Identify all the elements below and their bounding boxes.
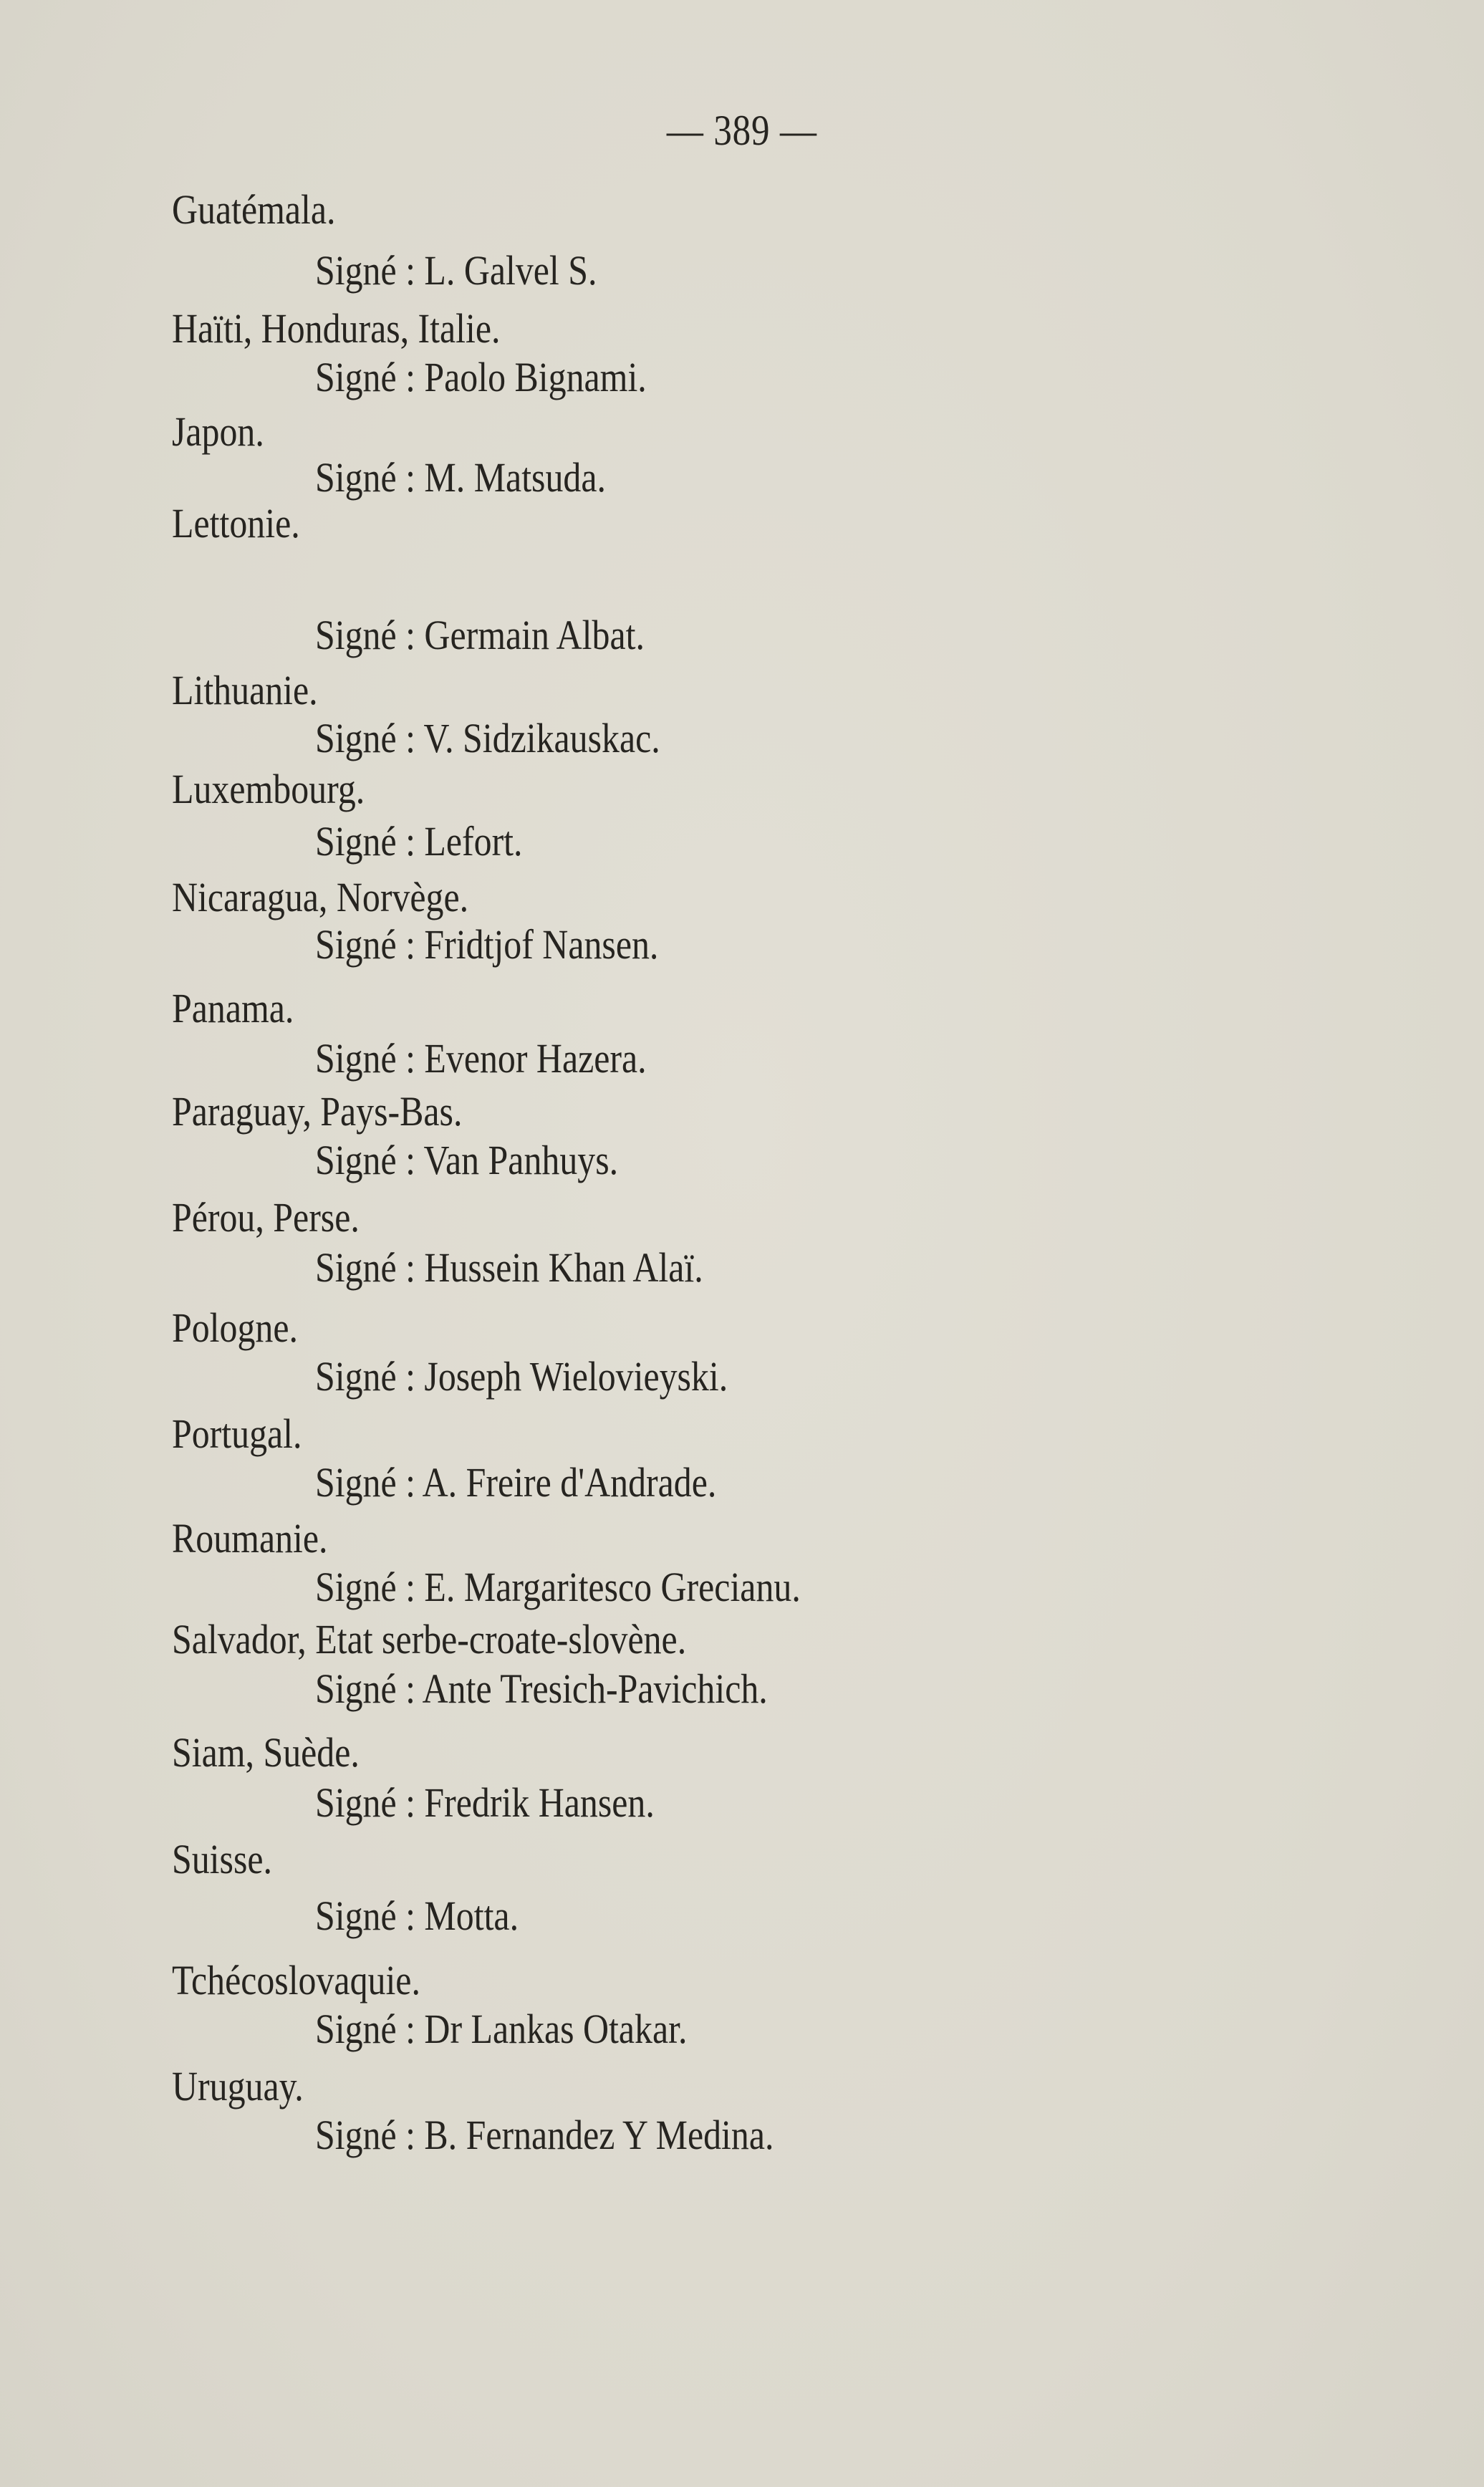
country-line: Uruguay.	[172, 2063, 304, 2110]
signature-line: Signé : L. Galvel S.	[315, 247, 597, 294]
country-line: Salvador, Etat serbe-croate-slovène.	[172, 1616, 687, 1663]
country-line: Lithuanie.	[172, 667, 318, 713]
country-line: Guatémala.	[172, 186, 336, 233]
country-line: Lettonie.	[172, 500, 300, 547]
country-line: Haïti, Honduras, Italie.	[172, 305, 501, 352]
page-number: — 389 —	[666, 107, 817, 154]
signature-line: Signé : Paolo Bignami.	[315, 354, 647, 400]
country-line: Panama.	[172, 985, 294, 1031]
signature-line: Signé : Lefort.	[315, 818, 523, 865]
signature-line: Signé : B. Fernandez Y Medina.	[315, 2112, 774, 2158]
country-line: Pérou, Perse.	[172, 1194, 360, 1241]
signature-line: Signé : M. Matsuda.	[315, 454, 606, 501]
signature-line: Signé : Dr Lankas Otakar.	[315, 2006, 688, 2052]
signature-line: Signé : Germain Albat.	[315, 612, 645, 658]
signature-line: Signé : Fredrik Hansen.	[315, 1779, 655, 1826]
country-line: Pologne.	[172, 1304, 298, 1351]
signature-line: Signé : Motta.	[315, 1892, 519, 1939]
signature-line: Signé : Joseph Wielovieyski.	[315, 1353, 728, 1400]
country-line: Luxembourg.	[172, 766, 365, 812]
country-line: Tchécoslovaquie.	[172, 1957, 420, 2003]
signature-line: Signé : Ante Tresich-Pavichich.	[315, 1665, 768, 1712]
country-line: Suisse.	[172, 1836, 272, 1882]
country-line: Portugal.	[172, 1410, 302, 1457]
signature-line: Signé : Evenor Hazera.	[315, 1035, 647, 1082]
signature-line: Signé : Fridtjof Nansen.	[315, 921, 659, 968]
signature-line: Signé : V. Sidzikauskac.	[315, 715, 660, 761]
signature-line: Signé : E. Margaritesco Grecianu.	[315, 1564, 801, 1610]
signature-line: Signé : Van Panhuys.	[315, 1137, 619, 1183]
signature-line: Signé : Hussein Khan Alaï.	[315, 1244, 703, 1291]
country-line: Paraguay, Pays-Bas.	[172, 1088, 463, 1135]
country-line: Siam, Suède.	[172, 1729, 360, 1776]
signature-line: Signé : A. Freire d'Andrade.	[315, 1459, 717, 1506]
country-line: Roumanie.	[172, 1515, 328, 1562]
country-line: Japon.	[172, 408, 264, 455]
country-line: Nicaragua, Norvège.	[172, 874, 469, 920]
